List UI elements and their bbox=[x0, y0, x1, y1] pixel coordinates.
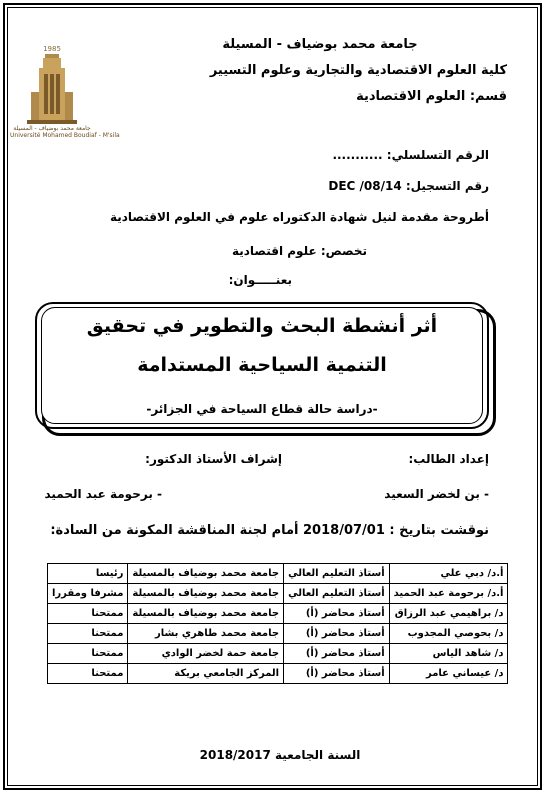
thesis-type: أطروحة مقدمة لنيل شهادة الدكتوراه علوم في العلوم الاقتصادية bbox=[109, 210, 489, 224]
title-label: بعنـــــوان: bbox=[228, 273, 292, 287]
jury-rank: أستاذ التعليم العالي bbox=[284, 584, 390, 604]
jury-institution: جامعة محمد بوضياف بالمسيلة bbox=[128, 604, 284, 624]
jury-role: ممتحنا bbox=[48, 644, 128, 664]
jury-rank: أستاذ محاضر (أ) bbox=[284, 604, 390, 624]
university-logo bbox=[17, 42, 87, 138]
serial-label: الرقم التسلسلي: bbox=[386, 148, 489, 162]
supervisor-label: إشراف الأستاذ الدكتور: bbox=[145, 452, 282, 466]
table-row bbox=[48, 564, 508, 584]
jury-table bbox=[47, 563, 508, 684]
jury-name: د/ براهيمي عبد الرزاق bbox=[389, 604, 508, 624]
jury-rank: أستاذ محاضر (أ) bbox=[284, 624, 390, 644]
university-name: جامعة محمد بوضياف - المسيلة bbox=[222, 37, 418, 52]
logo-caption-ar: جامعة محمد بوضياف - المسيلة bbox=[13, 125, 91, 132]
table-row bbox=[48, 584, 508, 604]
table-row bbox=[48, 604, 508, 624]
faculty-name: كلية العلوم الاقتصادية والتجارية وعلوم التسيير bbox=[209, 63, 507, 78]
logo-caption bbox=[10, 125, 120, 139]
department-name: قسم: العلوم الاقتصادية bbox=[356, 89, 507, 104]
jury-role: مشرفا ومقررا bbox=[48, 584, 128, 604]
jury-institution: جامعة حمة لخضر الوادي bbox=[128, 644, 284, 664]
serial-value: ........... bbox=[332, 148, 383, 162]
thesis-title-line2: التنمية السياحية المستدامة bbox=[137, 354, 387, 376]
supervisor-name: - برحومة عبد الحميد bbox=[44, 487, 162, 501]
jury-role: ممتحنا bbox=[48, 664, 128, 684]
jury-name: أ.د/ برحومة عبد الحميد bbox=[389, 584, 508, 604]
table-row bbox=[48, 644, 508, 664]
jury-institution: جامعة محمد طاهري بشار bbox=[128, 624, 284, 644]
jury-institution: المركز الجامعي بريكة bbox=[128, 664, 284, 684]
jury-rank: أستاذ محاضر (أ) bbox=[284, 644, 390, 664]
table-row bbox=[48, 664, 508, 684]
serial-number bbox=[332, 148, 489, 162]
registration-value: DEC /08/14 bbox=[328, 179, 402, 193]
specialty: تخصص: علوم اقتصادية bbox=[231, 244, 367, 258]
jury-rank: أستاذ محاضر (أ) bbox=[284, 664, 390, 684]
jury-role: ممتحنا bbox=[48, 624, 128, 644]
jury-role: ممتحنا bbox=[48, 604, 128, 624]
logo-year: 1985 bbox=[43, 45, 61, 53]
jury-rank: أستاذ التعليم العالي bbox=[284, 564, 390, 584]
logo-caption-fr: Université Mohamed Boudiaf - M'sila bbox=[10, 132, 120, 139]
jury-name: د/ بحوصي المجدوب bbox=[389, 624, 508, 644]
jury-institution: جامعة محمد بوضياف بالمسيلة bbox=[128, 564, 284, 584]
jury-name: د/ عيساني عامر bbox=[389, 664, 508, 684]
thesis-title-line1: أثر أنشطة البحث والتطوير في تحقيق bbox=[86, 315, 438, 337]
jury-name: أ.د/ دبي علي bbox=[389, 564, 508, 584]
jury-role: رئيسا bbox=[48, 564, 128, 584]
discussion-statement: نوقشت بتاريخ : 2018/07/01 أمام لجنة المناقشة المكونة من السادة: bbox=[50, 523, 489, 538]
student-name: - بن لخضر السعيد bbox=[384, 487, 489, 501]
registration-number bbox=[328, 179, 489, 193]
jury-institution: جامعة محمد بوضياف بالمسيلة bbox=[128, 584, 284, 604]
jury-name: د/ شاهد الياس bbox=[389, 644, 508, 664]
prepared-by-label: إعداد الطالب: bbox=[408, 452, 489, 466]
thesis-subtitle: -دراسة حالة قطاع السياحة في الجزائر- bbox=[146, 402, 378, 416]
registration-label: رقم التسجيل: bbox=[405, 179, 489, 193]
table-row bbox=[48, 624, 508, 644]
academic-year: السنة الجامعية 2018/2017 bbox=[199, 748, 361, 762]
